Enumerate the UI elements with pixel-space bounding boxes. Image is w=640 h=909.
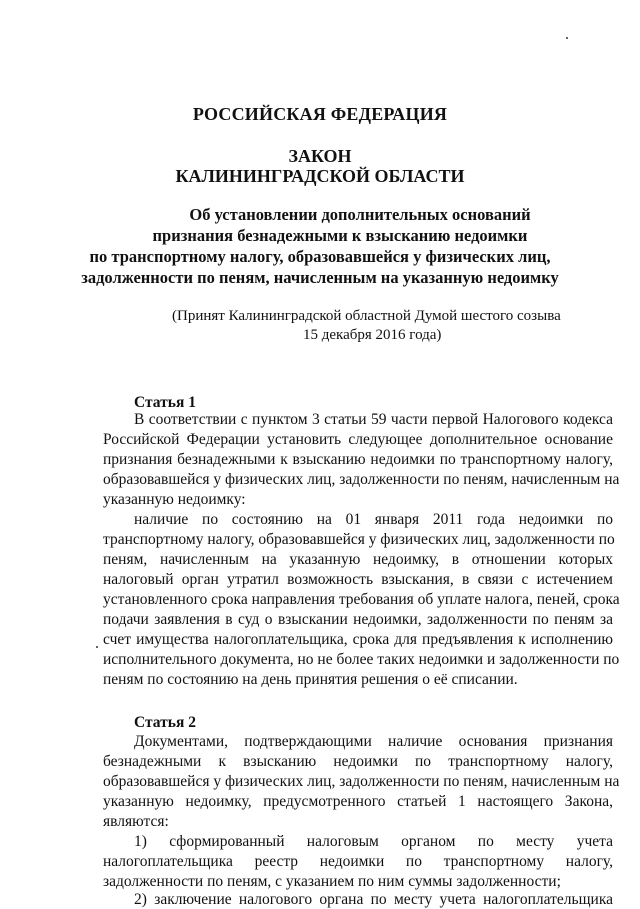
article2-line: указанную недоимку, предусмотренного статьей 1 настоящего Закона, (103, 793, 613, 810)
article1-line: пеням, начисленным на указанную недоимку, в отношении которых (103, 551, 613, 568)
article1-line: признания безнадежными к взысканию недоимки по транспортному налогу, (103, 451, 613, 468)
article1-line: установленного срока направления требования об уплате налога, пеней, срока (103, 591, 620, 608)
article2-heading: Статья 2 (134, 714, 196, 731)
adoption-line: 15 декабря 2016 года) (303, 327, 442, 343)
article1-line: подачи заявления в суд о взыскании недоимки, задолженности по пеням за (103, 611, 613, 628)
law-heading: ЗАКОН (288, 146, 352, 166)
adoption-line: (Принят Калининградской областной Думой шестого созыва (172, 308, 561, 324)
article1-line: транспортному налогу, образовавшейся у физических лиц, задолженности по (103, 531, 615, 548)
article2-line: 1) сформированный налоговым органом по месту учета (134, 833, 613, 850)
article2-line: являются: (103, 813, 169, 830)
title-line: по транспортному налогу, образовавшейся у физических лиц, (89, 247, 551, 266)
title-line: Об установлении дополнительных оснований (189, 205, 531, 224)
article2-line: налогоплательщика реестр недоимки по транспортному налогу, (103, 853, 613, 870)
title-line: задолженности по пеням, начисленным на указанную недоимку (81, 268, 559, 287)
article1-line: пеням по состоянию на день принятия решения о её списании. (103, 671, 518, 688)
article1-line: образовавшейся у физических лиц, задолженности по пеням, начисленным на (103, 471, 620, 488)
article2-line: образовавшейся у физических лиц, задолженности по пеням, начисленным на (103, 773, 620, 790)
article2-line: 2) заключение налогового органа по месту учета налогоплательщика (134, 891, 613, 908)
article1-line: налоговый орган утратил возможность взыскания, в связи с истечением (103, 571, 613, 588)
federation-heading: РОССИЙСКАЯ ФЕДЕРАЦИЯ (192, 104, 448, 124)
article1-line: В соответствии с пунктом 3 статьи 59 части первой Налогового кодекса (134, 411, 613, 428)
article1-line: указанную недоимку: (103, 491, 246, 508)
article1-line: счет имущества налогоплательщика, срока для предъявления к исполнению (103, 631, 613, 648)
region-heading: КАЛИНИНГРАДСКОЙ ОБЛАСТИ (175, 166, 465, 186)
article1-heading: Статья 1 (134, 394, 196, 411)
article2-line: безнадежными к взысканию недоимки по транспортному налогу, (103, 753, 613, 770)
article2-line: Документами, подтверждающими наличие основания признания (134, 733, 613, 750)
article1-line: наличие по состоянию на 01 января 2011 года недоимки по (134, 511, 613, 528)
article2-line: задолженности по пеням, с указанием по ним суммы задолженности; (103, 873, 561, 890)
title-line: признания безнадежными к взысканию недоимки (152, 226, 528, 245)
scan-speck (566, 37, 568, 39)
article1-line: исполнительного документа, но не более таких недоимки и задолженности по (103, 651, 620, 668)
scan-speck (96, 646, 98, 648)
article1-line: Российской Федерации установить следующее дополнительное основание (103, 431, 613, 448)
